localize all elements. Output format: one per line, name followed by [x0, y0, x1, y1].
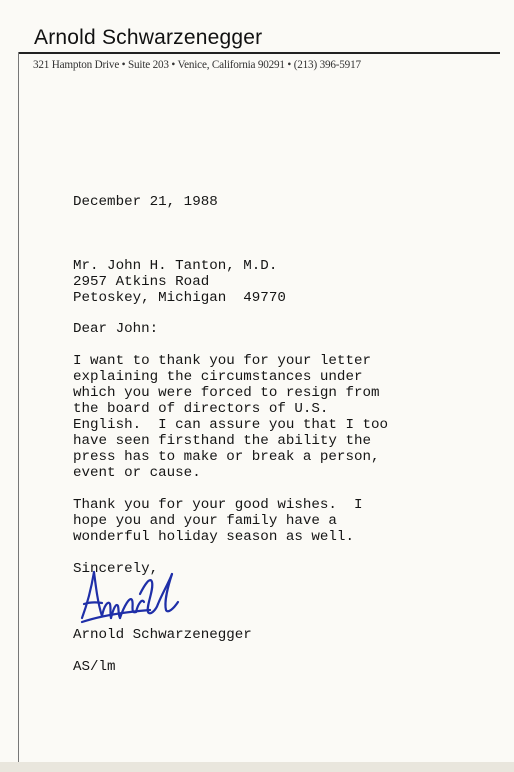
paragraph1-line-7: press has to make or break a person, [73, 449, 380, 465]
paragraph1-line-1: I want to thank you for your letter [73, 353, 371, 369]
paragraph1-line-2: explaining the circumstances under [73, 369, 363, 385]
letterhead-address: 321 Hampton Drive • Suite 203 • Venice, California 90291 • (213) 396-5917 [33, 59, 361, 71]
handwritten-signature [80, 566, 190, 630]
typed-signatory-name: Arnold Schwarzenegger [73, 627, 252, 643]
paragraph2-line-1: Thank you for your good wishes. I [73, 497, 363, 513]
closing: Sincerely, [73, 561, 159, 577]
recipient-line-2: 2957 Atkins Road [73, 274, 210, 290]
paragraph2-line-3: wonderful holiday season as well. [73, 529, 354, 545]
paragraph1-line-8: event or cause. [73, 465, 201, 481]
paragraph1-line-5: English. I can assure you that I too [73, 417, 389, 433]
recipient-line-1: Mr. John H. Tanton, M.D. [73, 258, 278, 274]
page-left-border [18, 52, 19, 768]
typist-initials: AS/lm [73, 659, 116, 675]
letterhead-name: Arnold Schwarzenegger [34, 26, 263, 49]
paragraph2-line-2: hope you and your family have a [73, 513, 337, 529]
page-bottom-edge [0, 762, 514, 772]
letterhead-rule [18, 52, 500, 54]
paragraph1-line-3: which you were forced to resign from [73, 385, 380, 401]
letter-date: December 21, 1988 [73, 194, 218, 210]
recipient-line-3: Petoskey, Michigan 49770 [73, 290, 286, 306]
paragraph1-line-4: the board of directors of U.S. [73, 401, 329, 417]
paragraph1-line-6: have seen firsthand the ability the [73, 433, 371, 449]
salutation: Dear John: [73, 321, 159, 337]
